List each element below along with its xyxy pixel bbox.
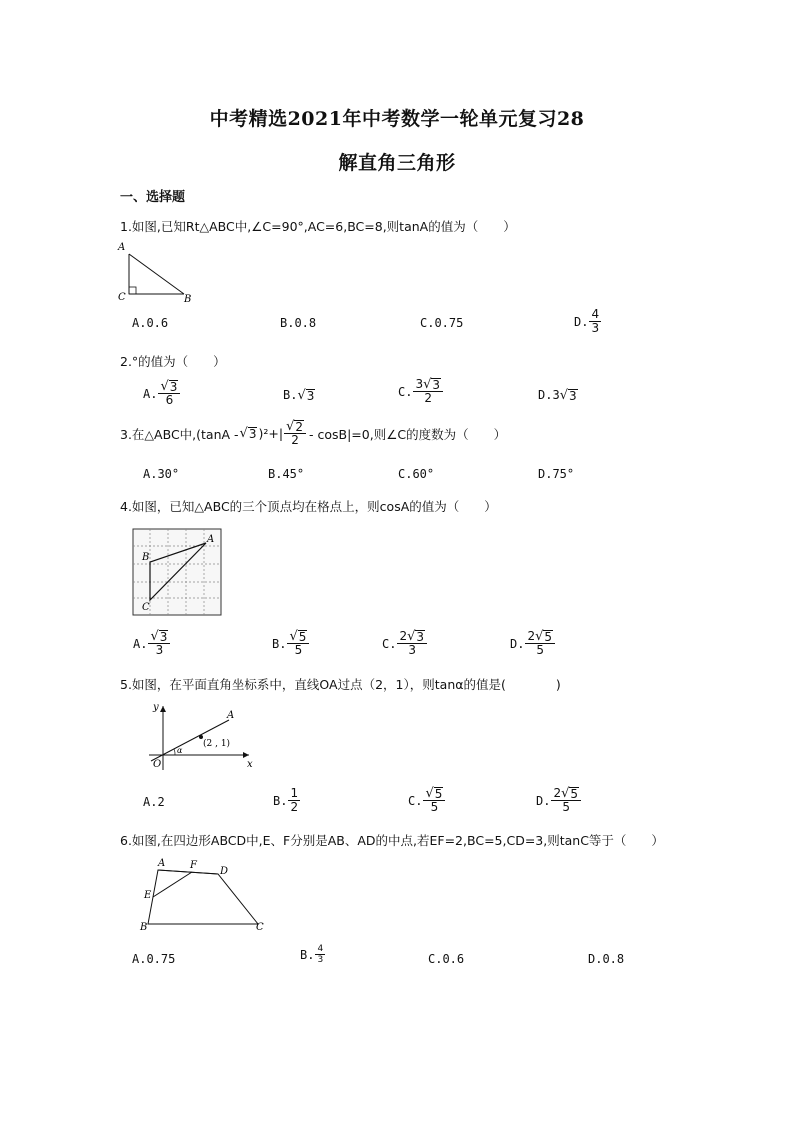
section-heading: 一、选择题	[120, 190, 186, 205]
q3-text-part2: )²+|	[258, 426, 284, 441]
q6-segment-ef	[153, 872, 192, 897]
question-6-quadrilateral-figure	[138, 852, 268, 934]
q6-option-b-numerator: 4	[317, 944, 324, 954]
q5-option-d-label: D.	[536, 793, 551, 808]
q5-x-axis-arrow	[243, 752, 249, 758]
q3-text-part3: - cosB|=0,则∠C的度数为（ ）	[309, 426, 507, 442]
q1-label-a: A	[118, 242, 126, 253]
document-subtitle: 解直角三角形	[338, 152, 456, 174]
q2-option-c-radicand: 3	[432, 378, 441, 392]
q5-option-d-denominator: 5	[562, 800, 571, 814]
q1-right-angle-mark	[129, 287, 136, 294]
q4-option-b-label: B.	[272, 636, 287, 651]
q6-option-d[interactable]: D.0.8	[588, 952, 625, 966]
q4-option-b-denominator: 5	[294, 643, 303, 657]
q2-option-a-denominator: 6	[165, 393, 174, 407]
q6-label-c: C	[256, 922, 264, 933]
q4-option-a[interactable]: A. √ 3 3	[133, 630, 170, 657]
q3-option-c[interactable]: C.60°	[398, 467, 435, 481]
q5-option-d[interactable]: D. 2 √ 5 5	[536, 787, 581, 814]
q4-option-b[interactable]: B. √ 5 5	[272, 630, 309, 657]
q6-label-f: F	[190, 860, 197, 871]
question-4-grid-figure	[132, 528, 224, 618]
q6-side-ad	[158, 870, 218, 874]
q6-option-a[interactable]: A.0.75	[132, 952, 176, 966]
q5-label-y: y	[153, 702, 159, 713]
q2-option-d[interactable]: D.3 √ 3	[538, 387, 577, 403]
q5-angle-arc	[174, 749, 175, 755]
q3-fraction-radicand: 2	[295, 420, 303, 434]
q5-option-c-denominator: 5	[430, 800, 439, 814]
q5-label-x: x	[247, 759, 253, 770]
q6-label-b: B	[140, 922, 148, 933]
q5-option-b[interactable]	[273, 787, 300, 814]
q1-option-d[interactable]	[574, 308, 601, 335]
q1-option-a[interactable]: A.0.6	[132, 316, 169, 330]
q4-label-c: C	[142, 602, 150, 613]
q3-sqrt-radicand: 3	[248, 427, 257, 441]
q4-option-a-denominator: 3	[155, 643, 164, 657]
q3-text-part1: 3.在△ABC中,(tanA -	[120, 426, 239, 442]
q5-option-c-radicand: 5	[434, 787, 443, 801]
q2-option-c[interactable]: C. 3 √ 3 2	[398, 378, 443, 405]
q4-label-b: B	[142, 552, 150, 563]
q4-option-c-denominator: 3	[408, 643, 417, 657]
q2-option-a-radicand: 3	[169, 380, 178, 394]
q6-quadrilateral	[148, 870, 258, 924]
q3-option-b[interactable]: B.45°	[268, 467, 305, 481]
q2-option-b-label: B.	[283, 388, 298, 402]
q1-label-b: B	[184, 294, 192, 304]
q4-option-d-label: D.	[510, 636, 525, 651]
question-2-text: 2.°的值为（ ）	[120, 354, 226, 369]
q2-option-c-denominator: 2	[424, 391, 433, 405]
q5-option-d-coefficient: 2	[553, 786, 562, 800]
q5-option-d-radicand: 5	[570, 787, 579, 801]
q5-label-alpha: α	[177, 746, 183, 755]
q6-option-b-label: B.	[300, 947, 315, 962]
q4-option-a-radicand: 3	[159, 630, 168, 644]
q1-label-c: C	[118, 292, 126, 303]
q1-side-ab	[129, 254, 184, 294]
question-3-text: 3.在△ABC中,(tanA - √ 3 )²+| √ 2 2 - cosB|=0,则∠C的度数为（ ）	[120, 419, 507, 447]
q3-option-d[interactable]: D.75°	[538, 467, 575, 481]
question-1-text: 1.如图,已知Rt△ABC中,∠C=90°,AC=6,BC=8,则tanA的值为（ ）	[120, 219, 516, 234]
q4-option-c-label: C.	[382, 636, 397, 651]
q5-option-a[interactable]: A.2	[143, 795, 165, 809]
q5-label-a: A	[227, 710, 235, 721]
q2-option-b-radicand: 3	[306, 388, 315, 403]
q6-label-d: D	[220, 866, 229, 877]
q4-option-d[interactable]: D. 2 √ 5 5	[510, 630, 555, 657]
question-5-text: 5.如图，在平面直角坐标系中，直线OA过点（2，1），则tanα的值是( )	[120, 677, 561, 692]
question-5-coordinate-figure	[143, 700, 257, 774]
q3-fraction-denominator: 2	[291, 433, 299, 447]
q2-option-d-label: D.3	[538, 388, 560, 402]
q5-option-b-numerator: 1	[290, 786, 299, 800]
question-6-text: 6.如图,在四边形ABCD中,E、F分别是AB、AD的中点,若EF=2,BC=5,CD=3,则tanC等于（ ）	[120, 833, 664, 848]
q5-label-point: (2 , 1)	[203, 739, 231, 749]
q4-option-d-denominator: 5	[536, 643, 545, 657]
q2-option-d-radicand: 3	[568, 388, 577, 403]
q4-option-c[interactable]: C. 2 √ 3 3	[382, 630, 427, 657]
q1-option-d-numerator: 4	[591, 307, 600, 321]
q2-option-c-coefficient: 3	[415, 377, 424, 391]
q3-option-a[interactable]: A.30°	[143, 467, 180, 481]
q1-option-c[interactable]: C.0.75	[420, 316, 464, 330]
q4-option-d-radicand: 5	[544, 630, 553, 644]
q4-option-c-radicand: 3	[416, 630, 425, 644]
q5-option-b-denominator: 2	[290, 800, 299, 814]
q4-option-b-radicand: 5	[298, 630, 307, 644]
q1-option-b[interactable]: B.0.8	[280, 316, 317, 330]
q2-option-a[interactable]: A. √ 3 6	[143, 380, 180, 407]
q4-option-c-coefficient: 2	[399, 629, 408, 643]
q5-y-axis-arrow	[160, 706, 166, 712]
q5-option-c[interactable]: C. √ 5 5	[408, 787, 445, 814]
q6-label-e: E	[144, 890, 152, 901]
q2-option-b[interactable]: B. √ 3	[283, 387, 315, 403]
q2-option-a-label: A.	[143, 386, 158, 401]
q4-option-a-label: A.	[133, 636, 148, 651]
q5-option-b-label: B.	[273, 793, 288, 808]
q6-option-b[interactable]	[300, 944, 325, 965]
q5-option-c-label: C.	[408, 793, 423, 808]
q1-option-d-label: D.	[574, 314, 589, 329]
q5-label-o: O	[153, 759, 162, 770]
q4-label-a: A	[207, 534, 215, 545]
q6-option-b-denominator: 3	[317, 955, 324, 965]
q2-option-c-label: C.	[398, 384, 413, 399]
q4-option-d-coefficient: 2	[527, 629, 536, 643]
q6-option-c[interactable]: C.0.6	[428, 952, 465, 966]
document-title: 中考精选2021年中考数学一轮单元复习28	[209, 108, 585, 130]
question-4-text: 4.如图，已知△ABC的三个顶点均在格点上，则cosA的值为（ ）	[120, 499, 497, 514]
q6-label-a: A	[158, 858, 166, 869]
question-1-figure	[116, 240, 200, 304]
q1-option-d-denominator: 3	[591, 321, 600, 335]
